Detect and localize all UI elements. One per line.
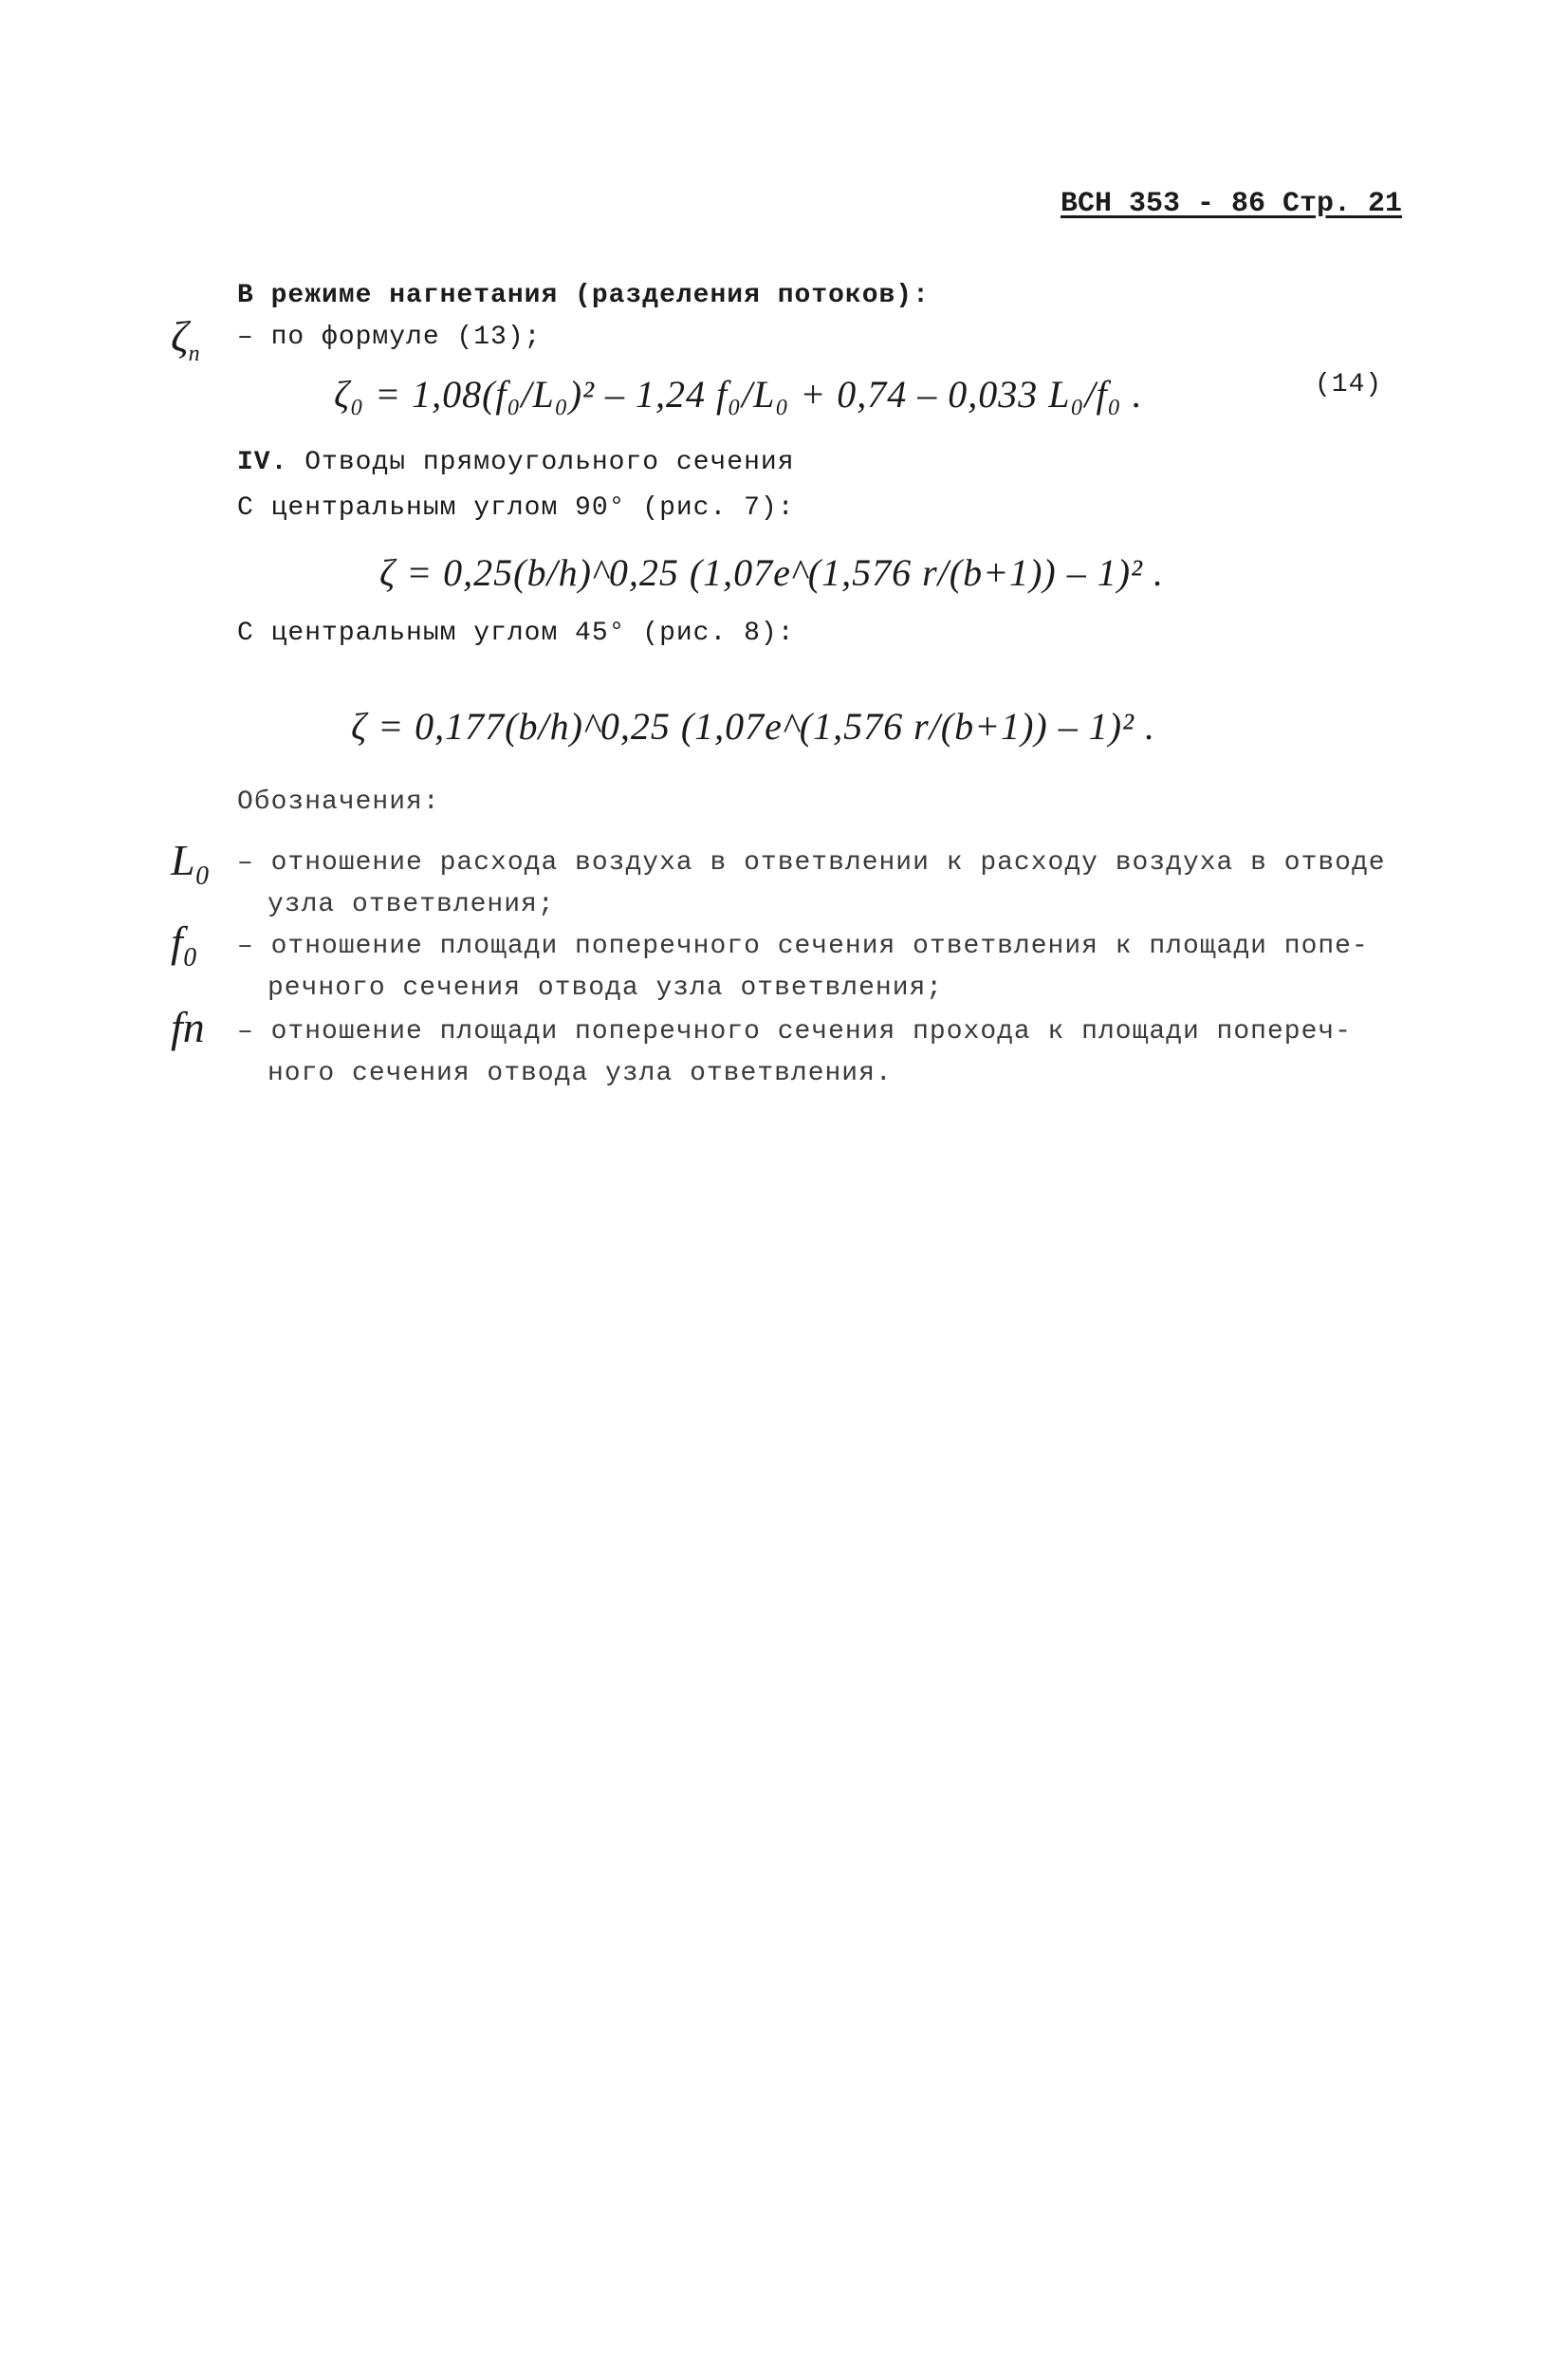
notation-item-1-line1: – отношение расхода воздуха в ответвлении к расходу воздуха в отводе <box>237 848 1386 878</box>
notation-symbol-2: f₀ <box>171 917 198 966</box>
page-header: ВСН 353 - 86 Стр. 21 <box>1061 188 1403 220</box>
formula-angle-90: ζ = 0,25(b/h)^0,25 (1,07e^(1,576 r/(b+1)) – 1)² . <box>379 551 1165 594</box>
section-iv-heading <box>237 448 795 477</box>
formula-angle-45: ζ = 0,177(b/h)^0,25 (1,07e^(1,576 r/(b+1)) – 1)² . <box>351 705 1156 748</box>
notation-symbol-3: fп <box>171 1003 205 1051</box>
notation-item-3-line1: – отношение площади поперечного сечения прохода к площади попереч- <box>237 1017 1352 1047</box>
notation-item-3-line2: ного сечения отвода узла ответвления. <box>267 1059 893 1088</box>
zeta-n-symbol: $\zeta_п$ <box>171 312 200 367</box>
notation-item-2-line2: речного сечения отвода узла ответвления; <box>267 973 944 1003</box>
intro-line: В режиме нагнетания (разделения потоков): <box>237 281 930 310</box>
formula-14-number: (14) <box>1315 370 1383 399</box>
notation-title: Обозначения: <box>237 787 440 817</box>
zeta-n-text: – по формуле (13); <box>237 323 542 352</box>
notation-symbol-1: L₀ <box>171 836 211 884</box>
section-iv-numeral: IV. <box>237 448 288 477</box>
formula-14: ζ₀ = 1,08(f₀/L₀)² – 1,24 f₀/L₀ + 0,74 – 0,033 L₀/f₀ . <box>334 373 1143 416</box>
angle-90-label: С центральным углом 90° (рис. 7): <box>237 493 795 523</box>
section-iv-title: Отводы прямоугольного сечения <box>304 448 795 477</box>
angle-45-label: С центральным углом 45° (рис. 8): <box>237 619 795 648</box>
notation-item-2-line1: – отношение площади поперечного сечения ответвления к площади попе- <box>237 932 1369 961</box>
notation-item-1-line2: узла ответвления; <box>267 890 555 919</box>
